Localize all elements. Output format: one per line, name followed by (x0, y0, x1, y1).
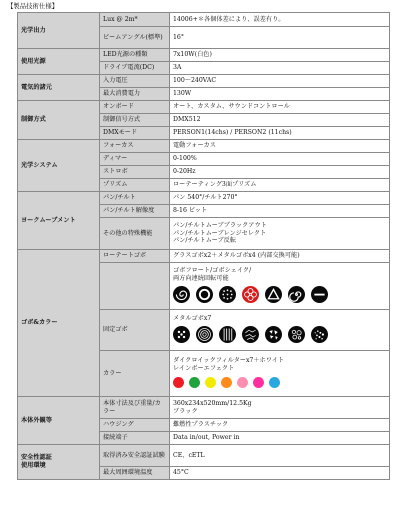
special-function-line: パン/チルトムーブ反転 (173, 237, 237, 245)
value-focus: 電動フォーカス (170, 140, 390, 153)
label-dimmer: ディマー (100, 153, 170, 166)
label-pan-tilt-resolution: パン/チルト解像度 (100, 205, 170, 218)
color-swatch (189, 377, 200, 388)
color-swatch (221, 377, 232, 388)
label-safety-certification: 取得済み安全認証試験 (100, 445, 170, 467)
label-beam-angle: ビームアングル(標準) (100, 27, 170, 49)
label-special-functions: その他の特殊機能 (100, 218, 170, 250)
label-dmx-mode: DMXモード (100, 127, 170, 140)
value-fixed-gobo (170, 310, 390, 351)
value-prism: ローテーティング3面プリズム (170, 179, 390, 192)
label-led-type: LED光源の種類 (100, 49, 170, 62)
color-swatch (269, 377, 280, 388)
value-pan-tilt-resolution: 8-16 ビット (170, 205, 390, 218)
label-input-voltage: 入力電圧 (100, 75, 170, 88)
category-control: 制御方式 (18, 101, 100, 140)
label-max-ambient-temp: 最大周囲環境温度 (100, 467, 170, 480)
rotating-gobo-row (173, 286, 386, 303)
category-optical-output: 光学出力 (18, 13, 100, 49)
value-dimensions-weight (170, 397, 390, 419)
gobo-effect-line: 両方向連続回転可能 (173, 275, 229, 282)
bar-gobo-icon (311, 286, 328, 303)
value-lux: 14006+＊各個体差により、誤差有り。 (170, 13, 390, 27)
category-body-appearance: 本体外観等 (18, 397, 100, 445)
value-max-power: 130W (170, 88, 390, 101)
value-dimmer: 0-100% (170, 153, 390, 166)
color-swatch (253, 377, 264, 388)
value-strobe: 0-20Hz (170, 166, 390, 179)
label-dimensions-weight: 本体寸法及び重量/カラー (100, 397, 170, 419)
value-color (170, 351, 390, 397)
label-fixed-gobo: 固定ゴボ (100, 310, 170, 351)
label-rotating-gobo: ローテートゴボ (100, 250, 170, 263)
value-special-functions (170, 218, 390, 250)
table-row (18, 445, 390, 467)
color-swatch (205, 377, 216, 388)
value-rotating-gobo: グラスゴボx2＋メタルゴボx4 (内部交換可能) (170, 250, 390, 263)
label-color: カラー (100, 351, 170, 397)
label-max-power: 最大消費電力 (100, 88, 170, 101)
value-drive-current: 3A (170, 62, 390, 75)
spec-table (17, 12, 390, 480)
fixed-gobo-row (173, 326, 386, 343)
stripes-gobo-icon (219, 326, 236, 343)
special-function-line: パン/チルトムーブレンジセレクト (173, 229, 267, 237)
color-line: レインボーエフェクト (173, 365, 235, 372)
category-electrical: 電気的諸元 (18, 75, 100, 101)
color-swatch (173, 377, 184, 388)
flower-gobo-icon (242, 286, 259, 303)
value-input-voltage: 100～240VAC (170, 75, 390, 88)
label-gobo-effects (100, 263, 170, 310)
bubbles-gobo-icon (288, 326, 305, 343)
shards-gobo-icon (265, 326, 282, 343)
gobo-effect-line: ゴボフロート/ゴボシェイク/ (173, 267, 252, 275)
value-onboard: オート、カスタム、サウンドコントロール (170, 101, 390, 114)
swirl-gobo-icon (173, 286, 190, 303)
table-row (18, 49, 390, 62)
dot-mesh-gobo-icon (219, 286, 236, 303)
value-control-signal: DMX512 (170, 114, 390, 127)
value-safety-certification: CE、cETL (170, 445, 390, 467)
table-row (18, 75, 390, 88)
label-connectors: 接続端子 (100, 432, 170, 445)
special-function-line: パン/チルトムーブブラックアウト (173, 222, 267, 230)
category-optical-system: 光学システム (18, 140, 100, 192)
dimension-line: ブラック (173, 407, 198, 415)
dots-gobo-icon (173, 326, 190, 343)
rings-gobo-icon (196, 326, 213, 343)
label-drive-current: ドライブ電流(DC) (100, 62, 170, 75)
table-row (18, 397, 390, 419)
table-row (18, 140, 390, 153)
value-led-type: 7x10W(白色) (170, 49, 390, 62)
color-swatch-row (173, 377, 386, 388)
spiral-gobo-icon (288, 286, 305, 303)
value-max-ambient-temp: 45°C (170, 467, 390, 480)
dimension-line: 360x234x520mm/12.5Kg (173, 399, 252, 407)
ring-gobo-icon (196, 286, 213, 303)
value-housing: 難燃性プラスチック (170, 419, 390, 432)
value-dmx-mode: PERSON1(14chs) / PERSON2 (11chs) (170, 127, 390, 140)
color-line: ダイクロイックフィルターx7＋ホワイト (173, 357, 285, 365)
category-yoke-movement: ヨークムーブメント (18, 192, 100, 250)
fixed-gobo-count: メタルゴボx7 (173, 315, 212, 323)
value-connectors: Data in/out, Power in (170, 432, 390, 445)
table-row (18, 250, 390, 263)
table-row (18, 101, 390, 114)
category-light-source: 使用光源 (18, 49, 100, 75)
value-gobo-effects (170, 263, 390, 310)
label-prism: プリズム (100, 179, 170, 192)
label-control-signal: 制御信号方式 (100, 114, 170, 127)
value-pan-tilt: パン 540°/チルト270° (170, 192, 390, 205)
label-strobe: ストロボ (100, 166, 170, 179)
halftone-gobo-icon (311, 326, 328, 343)
table-row (18, 192, 390, 205)
color-swatch (237, 377, 248, 388)
page-title: 【製品技術仕様】 (7, 2, 59, 10)
label-lux: Lux @ 2m* (100, 13, 170, 27)
cells-gobo-icon (242, 326, 259, 343)
label-focus: フォーカス (100, 140, 170, 153)
label-housing: ハウジング (100, 419, 170, 432)
triangle-gobo-icon (265, 286, 282, 303)
category-safety-environment: 安全性認証 使用環境 (18, 445, 100, 480)
label-pan-tilt: パン/チルト (100, 192, 170, 205)
table-row (18, 13, 390, 27)
value-beam-angle: 16° (170, 27, 390, 49)
label-onboard: オンボード (100, 101, 170, 114)
category-gobo-color: ゴボ&カラー (18, 250, 100, 397)
